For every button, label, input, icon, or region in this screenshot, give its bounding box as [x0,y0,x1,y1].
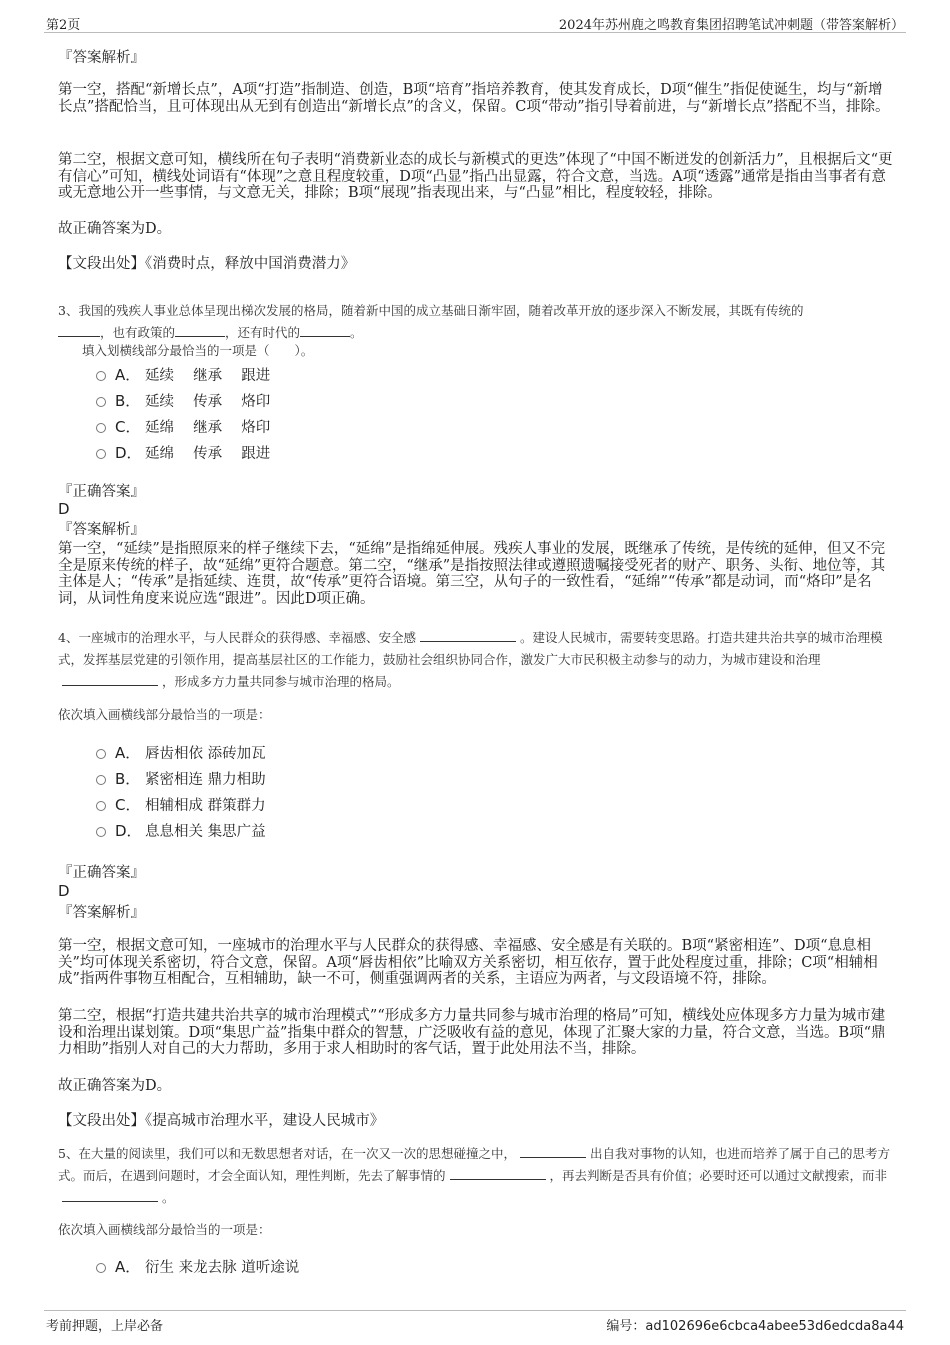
radio-icon[interactable] [96,423,106,433]
radio-icon[interactable] [96,1263,106,1273]
q3-option-a[interactable]: A． 延续 继承 跟进 [96,364,270,385]
q4-option-d[interactable]: D． 息息相关 集思广益 [96,820,266,841]
q5-prompt: 依次填入画横线部分最恰当的一项是： [58,1222,271,1237]
q4-correct-answer: D [58,882,70,900]
q4-correct-label: 『正确答案』 [58,865,145,881]
q3-correct-answer: D [58,500,70,518]
q5-stem: 5、在大量的阅读里，我们可以和无数思想者对话，在一次又一次的思想碰撞之中， 出自我对事物的认知，也进而培养了属于自己的思考方式。而后，在遇到问题时，才会全面认知，理性判断，先去了解事情的 ，再去判断是否具有价值；必要时还可以通过文献搜索，而非。 [58,1143,894,1209]
blank-line [58,322,100,337]
page-number: 第2页 [46,18,81,33]
document-id: 编号：ad102696e6cbca4abee53d6edcda8a44 [606,1319,904,1334]
blank-line [450,1165,546,1180]
q4-conclusion: 故正确答案为D。 [58,1078,172,1094]
q3-analysis: 第一空，“延续”是指照原来的样子继续下去，“延绵”是指绵延伸展。残疾人事业的发展，既继承了传统，是传统的延伸，但又不完全是原来传统的样子，故“延绵”更符合题意。第二空，“继承”是指按照法律或遵照遗嘱接受死者的财产、职务、头衔、地位等，其主体是人；“传承”是指延续、连贯，故“传承”更符合语境。第三空，从句子的一致性看，“延绵”“传承”都是动词，而“烙印”是名词，从词性角度来说应选“跟进”。因此D项正确。 [58,541,886,607]
q4-option-c[interactable]: C． 相辅相成 群策群力 [96,794,266,815]
q2-para1: 第一空，搭配“新增长点”，A项“打造”指制造、创造，B项“培育”指培养教育，使其发育成长，D项“催生”指促使诞生，均与“新增长点”搭配恰当，且可体现出从无到有创造出“新增长点”的含义，保留。C项“带动”指引导着前进，与“新增长点”搭配不当，排除。 [58,82,890,115]
blank-line [62,1187,158,1202]
q3-option-c[interactable]: C． 延绵 继承 烙印 [96,416,270,437]
radio-icon[interactable] [96,371,106,381]
document-title: 2024年苏州鹿之鸣教育集团招聘笔试冲刺题（带答案解析） [558,18,904,33]
q3-option-d[interactable]: D． 延绵 传承 跟进 [96,442,270,463]
q4-analysis-label: 『答案解析』 [58,905,145,921]
radio-icon[interactable] [96,775,106,785]
q4-prompt: 依次填入画横线部分最恰当的一项是： [58,707,271,722]
q4-para2: 第二空，根据“打造共建共治共享的城市治理模式”“形成多方力量共同参与城市治理的格局”可知，横线处应体现多方力量为城市建设和治理出谋划策。D项“集思广益”指集中群众的智慧，广泛吸收有益的意见，体现了汇聚大家的力量，符合文意，当选。B项“鼎力相助”指别人对自己的大力帮助，多用于求人相助时的客气话，置于此处用法不当，排除。 [58,1008,886,1057]
radio-icon[interactable] [96,801,106,811]
q3-correct-label: 『正确答案』 [58,484,145,500]
q2-conclusion: 故正确答案为D。 [58,221,172,237]
page-header [44,12,906,33]
q5-option-a[interactable]: A． 衍生 来龙去脉 道听途说 [96,1256,299,1277]
radio-icon[interactable] [96,397,106,407]
radio-icon[interactable] [96,449,106,459]
q2-analysis [58,50,894,67]
q4-option-a[interactable]: A． 唇齿相依 添砖加瓦 [96,742,266,763]
q2-analysis-label: 『答案解析』 [58,50,145,66]
blank-line [300,322,350,337]
q2-source: 【文段出处】《消费时点，释放中国消费潜力》 [58,256,356,272]
q3-prompt: 填入划横线部分最恰当的一项是（ ）。 [82,343,314,358]
q2-para2: 第二空，根据文意可知，横线所在句子表明“消费新业态的成长与新模式的更迭”体现了“中国不断迸发的创新活力”，且根据后文“更有信心”可知，横线处词语有“体现”之意且程度较重，D项“凸显”指凸出显露，符合文意，当选。A项“透露”通常是指由当事者有意或无意地公开一些事情，与文意无关，排除；B项“展现”指表现出来，与“凸显”相比，程度较轻，排除。 [58,152,893,201]
radio-icon[interactable] [96,749,106,759]
q4-stem: 4、一座城市的治理水平，与人民群众的获得感、幸福感、安全感 。建设人民城市，需要转变思路。打造共建共治共享的城市治理模式，发挥基层党建的引领作用，提高基层社区的工作能力，鼓励社会组织协同合作，激发广大市民积极主动参与的动力，为城市建设和治理，形成多方力量共同参与城市治理的格局。 [58,627,894,693]
blank-line [420,627,516,642]
q4-option-b[interactable]: B． 紧密相连 鼎力相助 [96,768,266,789]
radio-icon[interactable] [96,827,106,837]
footer-slogan: 考前押题，上岸必备 [46,1319,164,1334]
q4-para1: 第一空，根据文意可知，一座城市的治理水平与人民群众的获得感、幸福感、安全感是有关联的。B项“紧密相连”、D项“息息相关”均可体现关系密切，符合文意，保留。A项“唇齿相依”比喻双方关系密切，相互依存，置于此处程度过重，排除；C项“相辅相成”指两件事物互相配合，互相辅助，缺一不可，侧重强调两者的关系，主语应为两者，与文段语境不符，排除。 [58,938,878,987]
blank-line [520,1143,586,1158]
q3-analysis-label: 『答案解析』 [58,522,145,538]
blank-line [175,322,225,337]
blank-line [62,671,158,686]
q3-stem: 3、我国的残疾人事业总体呈现出梯次发展的格局，随着新中国的成立基础日渐牢固，随着改革开放的逐步深入不断发展，其既有传统的 ，也有政策的 ，还有时代的 。 [58,303,804,340]
page-footer [44,1310,906,1335]
q4-source: 【文段出处】《提高城市治理水平，建设人民城市》 [58,1113,385,1129]
q3-option-b[interactable]: B． 延续 传承 烙印 [96,390,270,411]
